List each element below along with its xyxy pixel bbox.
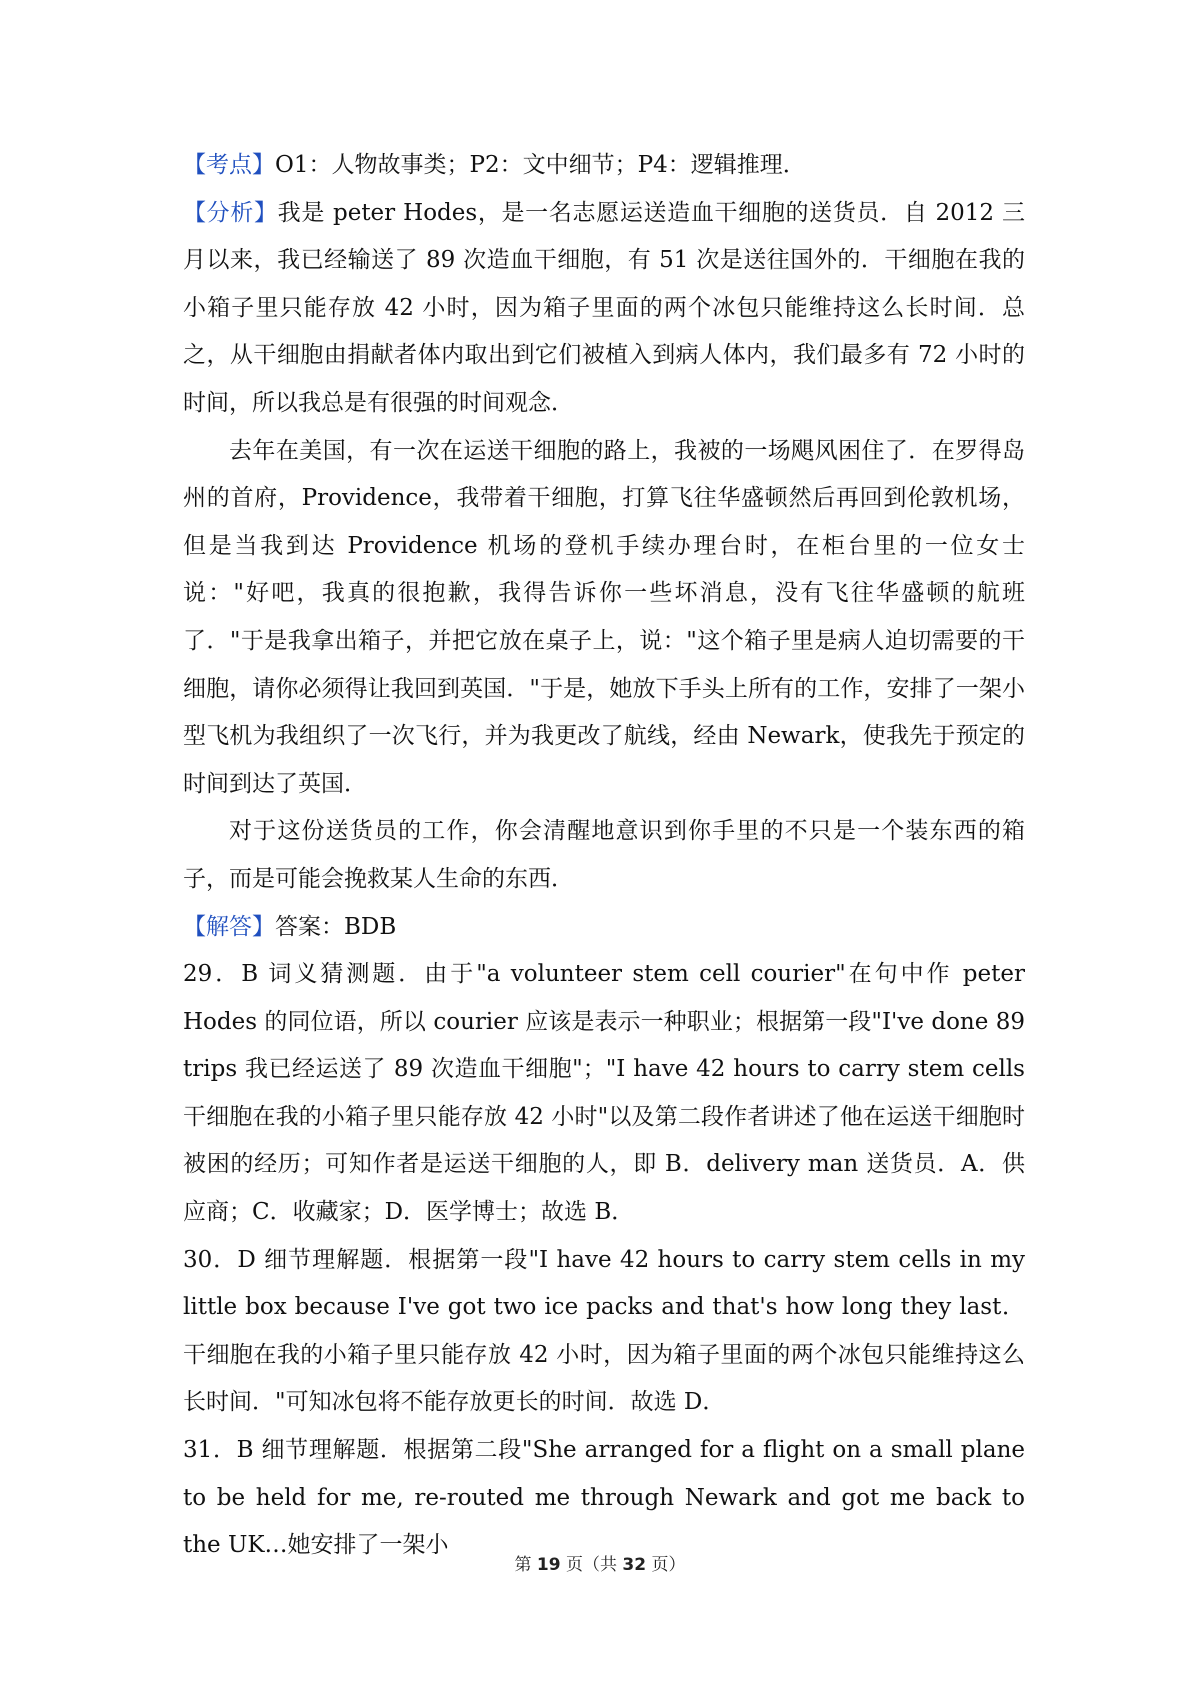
- answer-31: 31．B 细节理解题．根据第二段"She arranged for a flight on a small plane to be held for me, re-routed me through Newark and got me back to the UK…她安排了一架小: [183, 1437, 1025, 1559]
- kaodian-tag: 【考点】: [183, 152, 275, 178]
- story-paragraph-2: 去年在美国，有一次在运送干细胞的路上，我被的一场飓风困住了．在罗得岛州的首府，Providence，我带着干细胞，打算飞往华盛顿然后再回到伦敦机场，但是当我到达 Providence 机场的登机手续办理台时，在柜台里的一位女士说："好吧，我真的很抱歉，我得告诉你一些坏消息，没有飞往华盛顿的航班了．"于是我拿出箱子，并把它放在桌子上，说："这个箱子里是病人迫切需要的干细胞，请你必须得让我回到英国．"于是，她放下手头上所有的工作，安排了一架小型飞机为我组织了一次飞行，并为我更改了航线，经由 Newark，使我先于预定的时间到达了英国．: [183, 437, 1025, 797]
- kaodian-text: O1：人物故事类；P2：文中细节；P4：逻辑推理．: [275, 152, 806, 178]
- jieda-tag: 【解答】: [183, 913, 275, 940]
- footer-prefix: 第: [514, 1555, 537, 1575]
- footer-total-pages: 32: [622, 1555, 647, 1575]
- footer-middle: 页（共: [560, 1555, 623, 1575]
- fenxi-paragraph: [183, 190, 1025, 428]
- story-paragraph-3: 对于这份送货员的工作，你会清醒地意识到你手里的不只是一个装东西的箱子，而是可能会挽救某人生命的东西．: [183, 818, 1025, 892]
- answer-30: 30．D 细节理解题．根据第一段"I have 42 hours to carry stem cells in my little box because I've got two ice packs and that's how long they last．干细胞在我的小箱子里只能存放 42 小时，因为箱子里面的两个冰包只能维持这么长时间．"可知冰包将不能存放更长的时间．故选 D．: [183, 1246, 1025, 1416]
- footer-page-number: 19: [536, 1555, 561, 1575]
- jieda-line: [183, 904, 1025, 952]
- kaodian-line: [183, 142, 1025, 190]
- jieda-text: 答案：BDB: [275, 913, 397, 940]
- page-content: [183, 142, 1025, 1570]
- page-footer: [0, 1550, 1200, 1575]
- answer-29: 29．B 词义猜测题．由于"a volunteer stem cell courier"在句中作 peter Hodes 的同位语，所以 courier 应该是表示一种职业；根据第一段"I've done 89 trips 我已经运送了 89 次造血干细胞"；"I have 42 hours to carry stem cells 干细胞在我的小箱子里只能存放 42 小时"以及第二段作者讲述了他在运送干细胞时被困的经历；可知作者是运送干细胞的人，即 B．delivery man 送货员．A．供应商；C．收藏家；D．医学博士；故选 B．: [183, 961, 1025, 1226]
- fenxi-text: 我是 peter Hodes，是一名志愿运送造血干细胞的送货员．自 2012 三月以来，我已经输送了 89 次造血干细胞，有 51 次是送往国外的．干细胞在我的小箱子里只能存放 42 小时，因为箱子里面的两个冰包只能维持这么长时间．总之，从干细胞由捐献者体内取出到它们被植入到病人体内，我们最多有 72 小时的时间，所以我总是有很强的时间观念．: [183, 199, 1025, 416]
- fenxi-tag: 【分析】: [183, 199, 278, 226]
- footer-suffix: 页）: [646, 1555, 686, 1575]
